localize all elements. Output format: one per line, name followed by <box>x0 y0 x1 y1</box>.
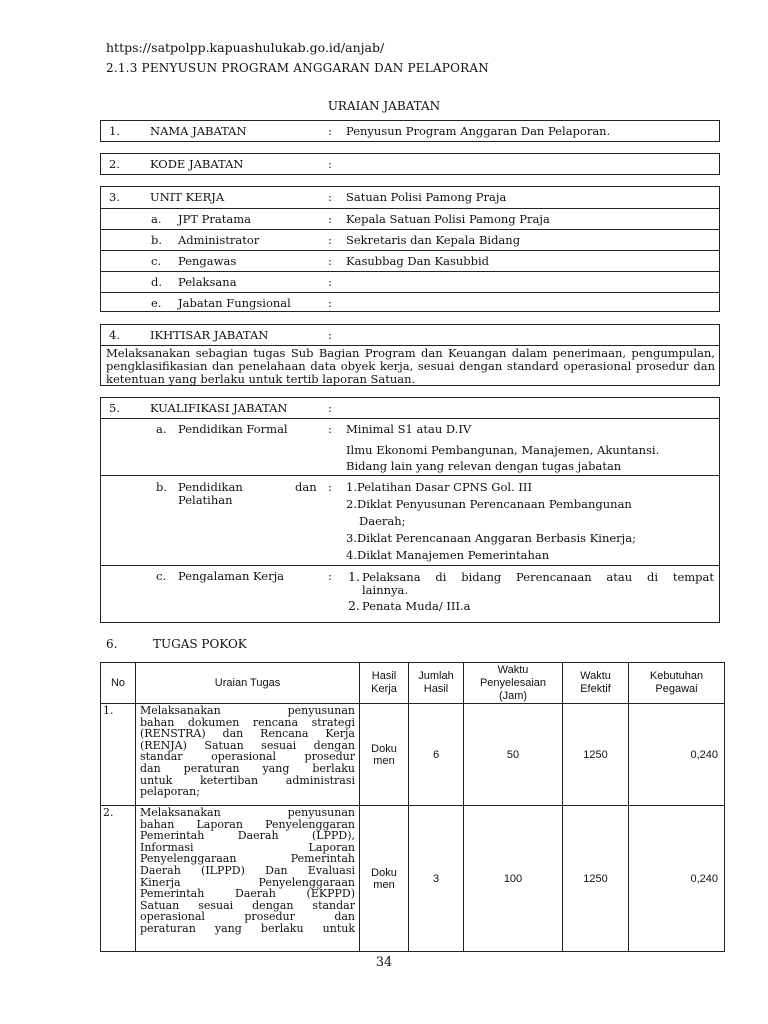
pendidikan-formal-line: Ilmu Ekonomi Pembangunan, Manajemen, Akuntansi. <box>346 443 660 457</box>
pelatihan-line: 1.Pelatihan Dasar CPNS Gol. III <box>346 480 533 494</box>
ikhtisar-text: Melaksanakan sebagian tugas Sub Bagian Program dan Keuangan dalam penerimaan, pengumpulan, pengklasifikasian dan penelahaan data obyek kerja, sesuai dengan standard operasional prosedur dan ketentuan yang berlaku untuk tertib laporan Satuan. <box>101 345 719 388</box>
pengawas-value: Kasubbag Dan Kasubbid <box>346 254 490 268</box>
colon: : <box>328 328 332 342</box>
administrator-value: Sekretaris dan Kepala Bidang <box>346 233 521 247</box>
sub-letter: e. <box>151 296 162 310</box>
item-number: 2. <box>109 157 120 171</box>
sub-letter: a. <box>151 212 162 226</box>
sub-letter: c. <box>151 254 162 268</box>
kualifikasi-body <box>101 418 719 624</box>
kode-jabatan-box <box>100 153 720 175</box>
tugas-pokok-label: TUGAS POKOK <box>153 637 247 651</box>
pengalaman-line: Pelaksana di bidang Perencanaan atau di tempat <box>362 570 714 584</box>
tugas-pokok-heading <box>106 637 247 651</box>
pengalaman-line: Penata Muda/ III.a <box>362 599 471 613</box>
pelatihan-label: Pendidikan <box>178 480 243 494</box>
row-waktu-penyelesaian: 50 <box>464 704 563 806</box>
item-number: 4. <box>109 328 120 342</box>
row-uraian: Melaksanakan penyusunan bahan Laporan Penyelenggaran Pemerintah Daerah (LPPD), Informasi Laporan Penyelenggaraan Pemerintah Daerah (ILPPD) Dan Evaluasi Kinerja Penyelenggaraan Pemerintah Daerah (EKPPD) Satuan sesuai dengan standar operasional prosedur dan peraturan yang berlaku untuk <box>136 806 360 952</box>
item-number: 6. <box>106 637 118 651</box>
row-kebutuhan-pegawai: 0,240 <box>629 704 725 806</box>
nama-jabatan-box <box>100 120 720 142</box>
pelatihan-line: 2.Diklat Penyusunan Perencanaan Pembangunan <box>346 497 632 511</box>
row-hasil-kerja: Doku men <box>360 806 409 952</box>
header-uraian: Uraian Tugas <box>136 663 360 704</box>
colon: : <box>328 124 332 138</box>
item-number: 1. <box>109 124 120 138</box>
sub-letter: b. <box>156 480 168 494</box>
section-title: 2.1.3 PENYUSUN PROGRAM ANGGARAN DAN PELAPORAN <box>106 61 489 75</box>
colon: : <box>328 480 332 494</box>
colon: : <box>328 190 332 204</box>
header-jumlah-hasil: Jumlah Hasil <box>409 663 464 704</box>
row-hasil-kerja: Doku men <box>360 704 409 806</box>
header-hasil-kerja: Hasil Kerja <box>360 663 409 704</box>
colon: : <box>328 422 332 436</box>
document-title: URAIAN JABATAN <box>327 99 441 113</box>
unit-kerja-value: Satuan Polisi Pamong Praja <box>346 190 507 204</box>
pengalaman-kerja-label: Pengalaman Kerja <box>178 569 285 583</box>
pengawas-label: Pengawas <box>178 254 237 268</box>
row-waktu-penyelesaian: 100 <box>464 806 563 952</box>
ikhtisar-label: IKHTISAR JABATAN <box>150 328 269 342</box>
colon: : <box>328 569 332 583</box>
kualifikasi-label: KUALIFIKASI JABATAN <box>150 401 288 415</box>
jpt-pratama-value: Kepala Satuan Polisi Pamong Praja <box>346 212 550 226</box>
header-kebutuhan-pegawai: Kebutuhan Pegawai <box>629 663 725 704</box>
pelatihan-line: Daerah; <box>359 514 406 528</box>
item-number: 3. <box>109 190 120 204</box>
nama-jabatan-label: NAMA JABATAN <box>150 124 247 138</box>
pelatihan-line: 4.Diklat Manajemen Pemerintahan <box>346 548 550 562</box>
row-uraian: Melaksanakan penyusunan bahan dokumen rencana strategi (RENSTRA) dan Rencana Kerja (RENJA) Satuan sesuai dengan standar operasional prosedur dan peraturan yang berlaku untuk ketertiban administrasi pelaporan; <box>136 704 360 806</box>
header-waktu-penyelesaian: Waktu Penyelesaian (Jam) <box>464 663 563 704</box>
row-jumlah-hasil: 3 <box>409 806 464 952</box>
row-kebutuhan-pegawai: 0,240 <box>629 806 725 952</box>
ikhtisar-jabatan-box <box>100 324 720 386</box>
colon: : <box>328 254 332 268</box>
administrator-label: Administrator <box>178 233 260 247</box>
kualifikasi-jabatan-box <box>100 397 720 623</box>
pendidikan-formal-line: Bidang lain yang relevan dengan tugas jabatan <box>346 459 622 473</box>
pelatihan-label: Pelatihan <box>178 493 233 507</box>
pendidikan-formal-line: Minimal S1 atau D.IV <box>346 422 472 436</box>
row-number: 1. <box>101 704 136 806</box>
page-url: https://satpolpp.kapuashulukab.go.id/anjab/ <box>106 40 385 55</box>
colon: : <box>328 296 332 310</box>
pengalaman-number: 1. <box>348 569 360 584</box>
sub-letter: c. <box>156 569 167 583</box>
pengalaman-number: 2. <box>348 598 360 613</box>
sub-letter: b. <box>151 233 163 247</box>
unit-kerja-label: UNIT KERJA <box>150 190 225 204</box>
header-no: No <box>101 663 136 704</box>
colon: : <box>328 157 332 171</box>
colon: : <box>328 275 332 289</box>
table-row <box>101 806 725 952</box>
page-number: 34 <box>375 955 393 970</box>
colon: : <box>328 233 332 247</box>
pelatihan-label-dan: dan <box>295 480 317 494</box>
kode-jabatan-label: KODE JABATAN <box>150 157 244 171</box>
sub-letter: d. <box>151 275 163 289</box>
table-header-row <box>101 663 725 704</box>
pengalaman-line: lainnya. <box>362 583 409 597</box>
pelatihan-line: 3.Diklat Perencanaan Anggaran Berbasis Kinerja; <box>346 531 636 545</box>
jabatan-fungsional-label: Jabatan Fungsional <box>178 296 291 310</box>
row-number: 2. <box>101 806 136 952</box>
row-jumlah-hasil: 6 <box>409 704 464 806</box>
header-waktu-efektif: Waktu Efektif <box>563 663 629 704</box>
nama-jabatan-value: Penyusun Program Anggaran Dan Pelaporan. <box>346 124 611 138</box>
jpt-pratama-label: JPT Pratama <box>178 212 252 226</box>
colon: : <box>328 212 332 226</box>
item-number: 5. <box>109 401 120 415</box>
row-waktu-efektif: 1250 <box>563 704 629 806</box>
pendidikan-formal-label: Pendidikan Formal <box>178 422 288 436</box>
sub-letter: a. <box>156 422 167 436</box>
unit-kerja-box <box>100 186 720 312</box>
table-row <box>101 704 725 806</box>
pelaksana-label: Pelaksana <box>178 275 237 289</box>
row-waktu-efektif: 1250 <box>563 806 629 952</box>
tugas-pokok-table <box>100 662 725 952</box>
colon: : <box>328 401 332 415</box>
